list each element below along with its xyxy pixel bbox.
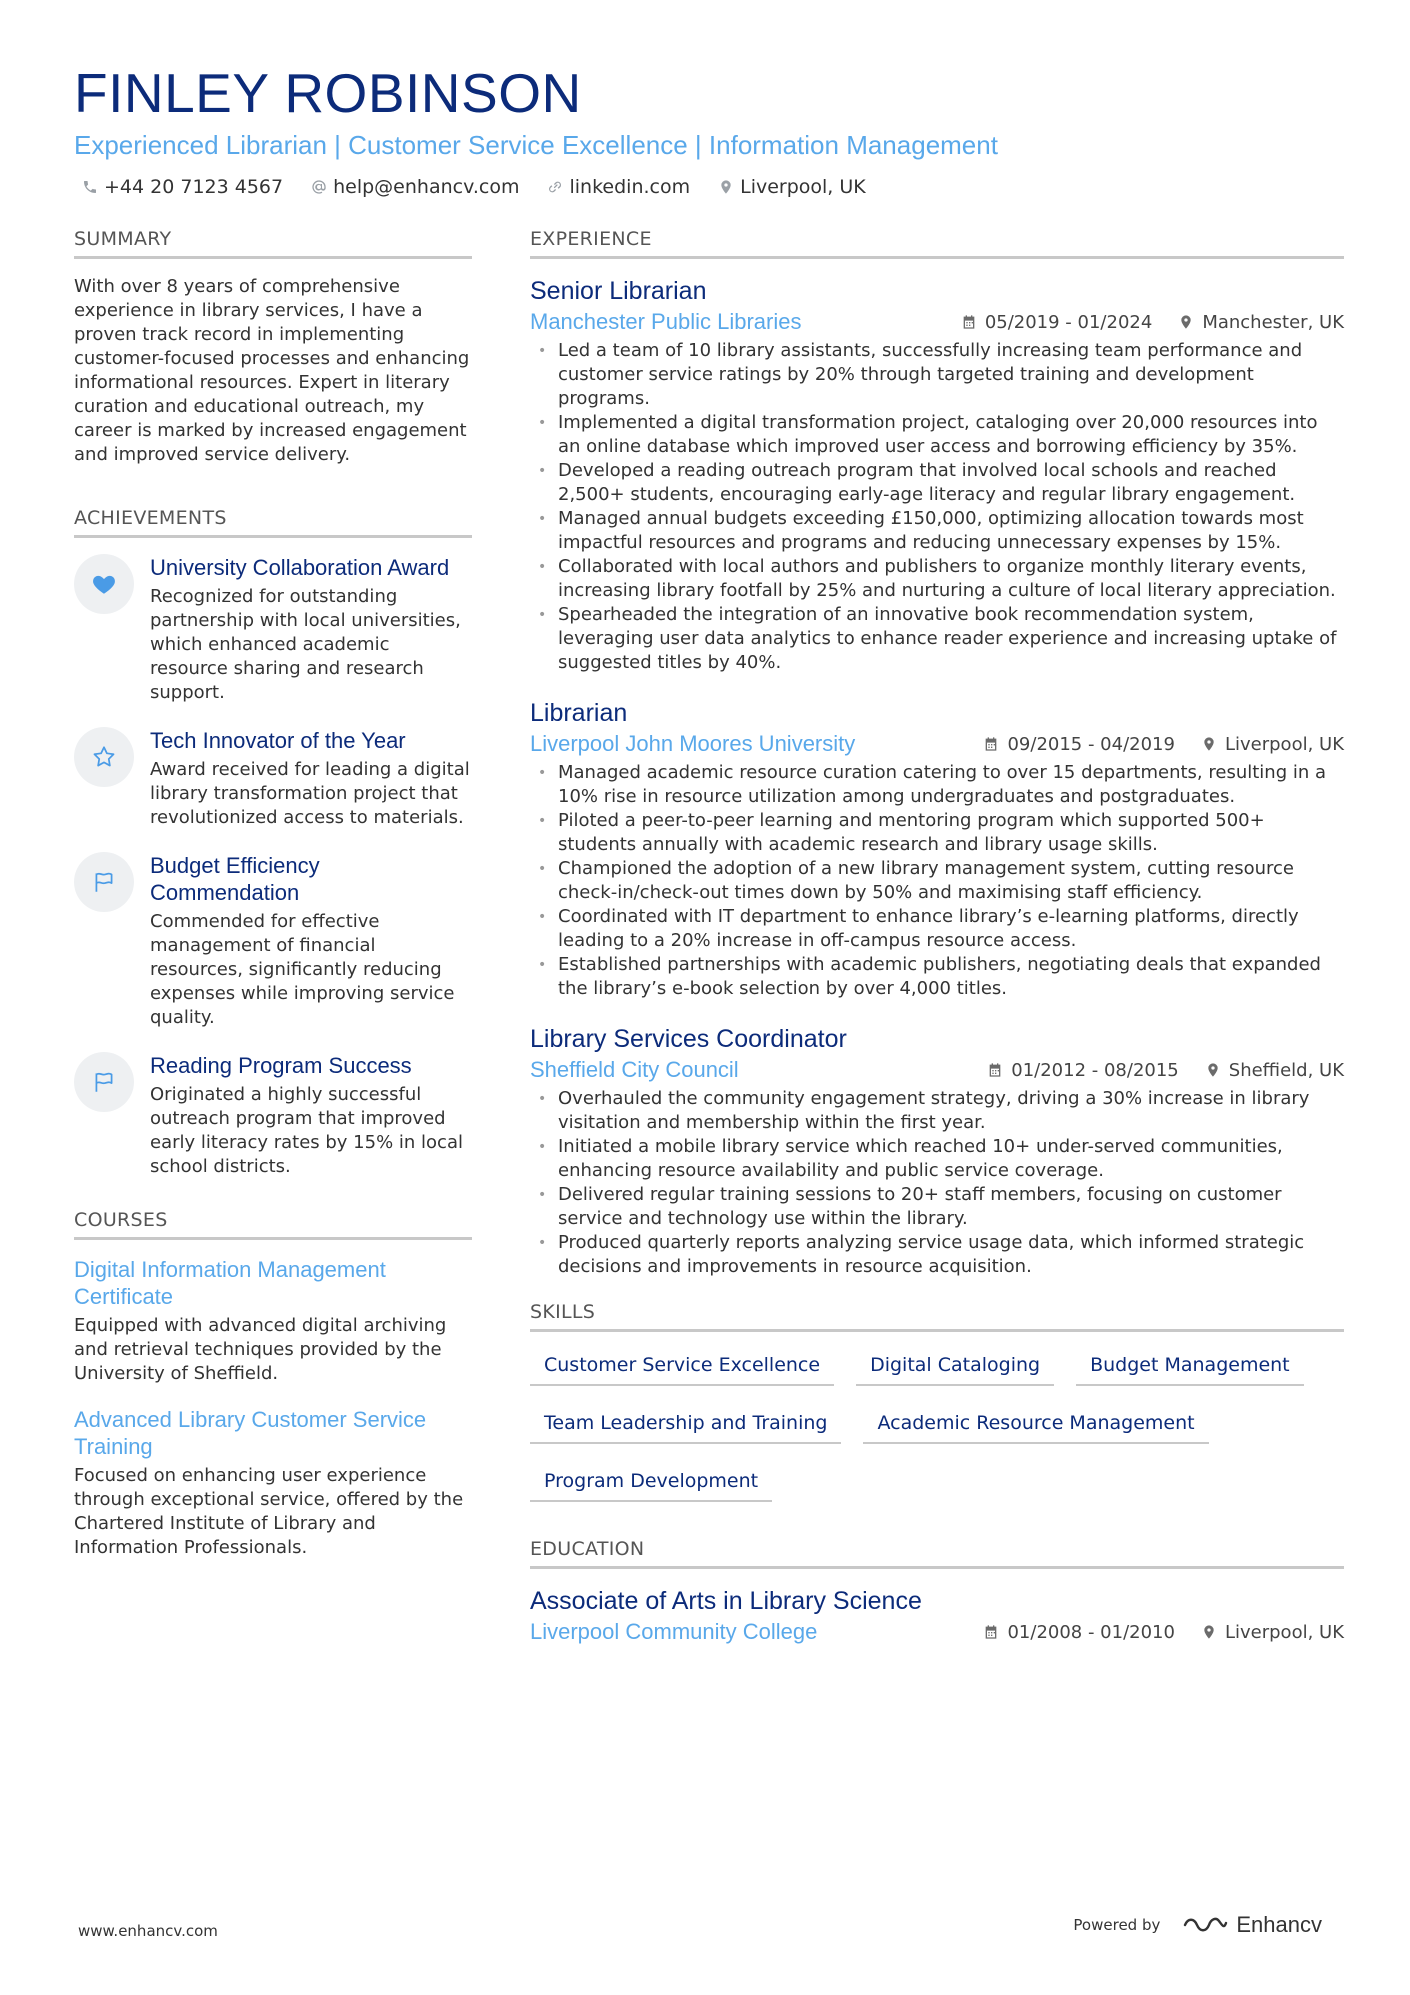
location-pin-icon — [1205, 1062, 1221, 1078]
achievement-icon-badge — [74, 1052, 134, 1112]
star-icon — [91, 744, 117, 770]
education-location — [1201, 1622, 1344, 1643]
education-location-text: Liverpool, UK — [1224, 1621, 1344, 1643]
job-location — [1178, 312, 1344, 333]
job-location-text: Sheffield, UK — [1228, 1059, 1344, 1081]
job-dates-text: 05/2019 - 01/2024 — [984, 311, 1153, 333]
job-bullets — [530, 761, 1344, 1001]
education-degree: Associate of Arts in Library Science — [530, 1587, 922, 1615]
course-item — [74, 1256, 472, 1386]
courses-section — [74, 1209, 472, 1560]
at-icon — [311, 179, 327, 195]
job-bullets — [530, 339, 1344, 675]
linkedin-text: linkedin.com — [569, 176, 691, 198]
education-meta — [530, 1619, 1344, 1645]
calendar-icon — [983, 736, 999, 752]
job-dates-text: 09/2015 - 04/2019 — [1007, 733, 1175, 755]
achievement-item — [74, 727, 472, 830]
job-company: Manchester Public Libraries — [530, 309, 802, 334]
flag-icon — [91, 869, 117, 895]
achievement-content — [150, 852, 472, 1030]
powered-by-text: Powered by — [1073, 1916, 1161, 1934]
candidate-name: FINLEY ROBINSON — [74, 62, 582, 124]
achievement-title: Tech Innovator of the Year — [150, 728, 406, 753]
skill-tag: Academic Resource Management — [863, 1406, 1208, 1444]
enhancv-logo-icon — [1182, 1913, 1228, 1937]
skills-list — [530, 1348, 1344, 1502]
achievement-item — [74, 852, 472, 1030]
job-entry — [530, 697, 1344, 1001]
summary-text: With over 8 years of comprehensive experience in library services, I have a proven track record in implementing customer-focused processes and enhancing informational resources. Expert in literary curation and educational outreach, my career is marked by increased engagement and improved service delivery. — [74, 276, 470, 465]
education-section — [530, 1538, 1344, 1645]
flag-icon — [91, 1069, 117, 1095]
job-bullet: • Coordinated with IT department to enhance library’s e-learning platforms, directly leading to a 20% increase in off-campus resource access. — [530, 905, 1344, 953]
achievement-item — [74, 554, 472, 705]
achievement-text: Originated a highly successful outreach program that improved early literacy rates by 15% in local school districts. — [150, 1084, 463, 1177]
summary-heading: SUMMARY — [74, 228, 472, 259]
education-heading: EDUCATION — [530, 1538, 1344, 1569]
contact-row — [74, 176, 1344, 198]
skill-tag: Budget Management — [1076, 1348, 1304, 1386]
heart-icon — [91, 571, 117, 597]
job-meta — [530, 731, 1344, 757]
job-location-text: Liverpool, UK — [1224, 733, 1344, 755]
courses-heading: COURSES — [74, 1209, 472, 1240]
job-dates — [961, 312, 1153, 333]
skills-section — [530, 1301, 1344, 1502]
job-dates — [987, 1060, 1179, 1081]
brand-name: Enhancv — [1236, 1912, 1322, 1937]
achievement-title: Budget Efficiency Commendation — [150, 853, 320, 905]
contact-email[interactable] — [311, 176, 519, 198]
skill-tag: Customer Service Excellence — [530, 1348, 834, 1386]
job-company: Sheffield City Council — [530, 1057, 739, 1082]
achievement-icon-badge — [74, 727, 134, 787]
skill-tag: Digital Cataloging — [856, 1348, 1054, 1386]
job-meta-right — [961, 312, 1344, 333]
phone-icon — [82, 179, 98, 195]
brand-logo[interactable] — [1182, 1912, 1322, 1938]
job-bullet: • Produced quarterly reports analyzing service usage data, which informed strategic decisions and improvements in resource acquisition. — [530, 1231, 1344, 1279]
job-bullet: • Spearheaded the integration of an innovative book recommendation system, leveraging user data analytics to enhance reader experience and increasing uptake of suggested titles by 40%. — [530, 603, 1344, 675]
skill-tag: Program Development — [530, 1464, 772, 1502]
calendar-icon — [983, 1624, 999, 1640]
course-title: Digital Information Management Certificate — [74, 1257, 386, 1309]
job-location — [1201, 734, 1344, 755]
course-text: Focused on enhancing user experience through exceptional service, offered by the Chartered Institute of Library and Information Professionals. — [74, 1465, 464, 1558]
job-title: Librarian — [530, 699, 628, 727]
job-meta-right — [983, 734, 1344, 755]
achievements-heading: ACHIEVEMENTS — [74, 507, 472, 538]
achievement-content — [150, 727, 472, 830]
achievement-text: Recognized for outstanding partnership with local universities, which enhanced academic resource sharing and research support. — [150, 586, 461, 703]
resume-header — [74, 60, 1344, 198]
job-bullet: • Managed academic resource curation catering to over 15 departments, resulting in a 10% rise in resource utilization among undergraduates and postgraduates. — [530, 761, 1344, 809]
education-school: Liverpool Community College — [530, 1619, 818, 1644]
job-bullet: • Piloted a peer-to-peer learning and mentoring program which supported 500+ students annually with academic research and library usage skills. — [530, 809, 1344, 857]
job-location — [1205, 1060, 1344, 1081]
skills-heading: SKILLS — [530, 1301, 1344, 1332]
education-dates-text: 01/2008 - 01/2010 — [1007, 1621, 1175, 1643]
achievement-icon-badge — [74, 852, 134, 912]
job-meta-right — [987, 1060, 1344, 1081]
job-title: Senior Librarian — [530, 277, 707, 305]
course-item — [74, 1406, 472, 1560]
calendar-icon — [961, 314, 977, 330]
job-bullet: • Championed the adoption of a new library management system, cutting resource check-in/check-out times down by 50% and maximising staff efficiency. — [530, 857, 1344, 905]
achievement-text: Award received for leading a digital library transformation project that revolutionized access to materials. — [150, 759, 470, 828]
education-meta-right — [983, 1622, 1344, 1643]
candidate-tagline: Experienced Librarian | Customer Service Excellence | Information Management — [74, 130, 998, 160]
achievement-content — [150, 1052, 472, 1179]
job-meta — [530, 1057, 1344, 1083]
location-pin-icon — [1178, 314, 1194, 330]
contact-phone — [82, 176, 283, 198]
email-text: help@enhancv.com — [333, 176, 520, 198]
job-bullet: • Delivered regular training sessions to 20+ staff members, focusing on customer service and technology use within the library. — [530, 1183, 1344, 1231]
job-meta — [530, 309, 1344, 335]
contact-linkedin[interactable] — [547, 176, 690, 198]
location-text: Liverpool, UK — [740, 176, 866, 198]
achievement-title: Reading Program Success — [150, 1053, 412, 1078]
job-bullet: • Overhauled the community engagement strategy, driving a 30% increase in library visitation and membership within the first year. — [530, 1087, 1344, 1135]
location-pin-icon — [718, 179, 734, 195]
course-title: Advanced Library Customer Service Training — [74, 1407, 427, 1459]
experience-section — [530, 228, 1344, 1279]
right-column — [530, 228, 1344, 1649]
job-company: Liverpool John Moores University — [530, 731, 856, 756]
phone-text: +44 20 7123 4567 — [104, 176, 284, 198]
job-dates-text: 01/2012 - 08/2015 — [1011, 1059, 1179, 1081]
job-bullet: • Established partnerships with academic publishers, negotiating deals that expanded the library’s e-book selection by over 4,000 titles. — [530, 953, 1344, 1001]
job-bullet: • Collaborated with local authors and publishers to organize monthly literary events, increasing library footfall by 25% and nurturing a culture of local literary appreciation. — [530, 555, 1344, 603]
calendar-icon — [987, 1062, 1003, 1078]
achievements-section — [74, 507, 472, 1179]
achievement-title: University Collaboration Award — [150, 555, 450, 580]
job-bullet: • Initiated a mobile library service which reached 10+ under-served communities, enhancing resource availability and public service coverage. — [530, 1135, 1344, 1183]
course-text: Equipped with advanced digital archiving and retrieval techniques provided by the University of Sheffield. — [74, 1315, 447, 1384]
link-icon — [547, 179, 563, 195]
job-bullets — [530, 1087, 1344, 1279]
footer-website[interactable]: www.enhancv.com — [78, 1922, 218, 1940]
job-bullet: • Developed a reading outreach program that involved local schools and reached 2,500+ students, encouraging early-age literacy and regular library engagement. — [530, 459, 1344, 507]
achievement-item — [74, 1052, 472, 1179]
location-pin-icon — [1201, 1624, 1217, 1640]
job-entry — [530, 275, 1344, 675]
job-location-text: Manchester, UK — [1202, 311, 1344, 333]
education-dates — [983, 1622, 1175, 1643]
experience-heading: EXPERIENCE — [530, 228, 1344, 259]
skill-tag: Team Leadership and Training — [530, 1406, 841, 1444]
job-dates — [983, 734, 1175, 755]
achievement-text: Commended for effective management of financial resources, significantly reducing expenses while improving service quality. — [150, 911, 455, 1028]
job-entry — [530, 1023, 1344, 1279]
footer-branding — [1073, 1912, 1322, 1938]
job-title: Library Services Coordinator — [530, 1025, 847, 1053]
summary-section — [74, 228, 472, 467]
achievement-icon-badge — [74, 554, 134, 614]
job-bullet: • Managed annual budgets exceeding £150,000, optimizing allocation towards most impactful resources and programs and reducing unnecessary expenses by 15%. — [530, 507, 1344, 555]
location-pin-icon — [1201, 736, 1217, 752]
job-bullet: • Implemented a digital transformation project, cataloging over 20,000 resources into an online database which improved user access and borrowing efficiency by 35%. — [530, 411, 1344, 459]
contact-location — [718, 176, 866, 198]
left-column — [74, 228, 472, 1580]
achievement-content — [150, 554, 472, 705]
job-bullet: • Led a team of 10 library assistants, successfully increasing team performance and customer service ratings by 20% through targeted training and development programs. — [530, 339, 1344, 411]
